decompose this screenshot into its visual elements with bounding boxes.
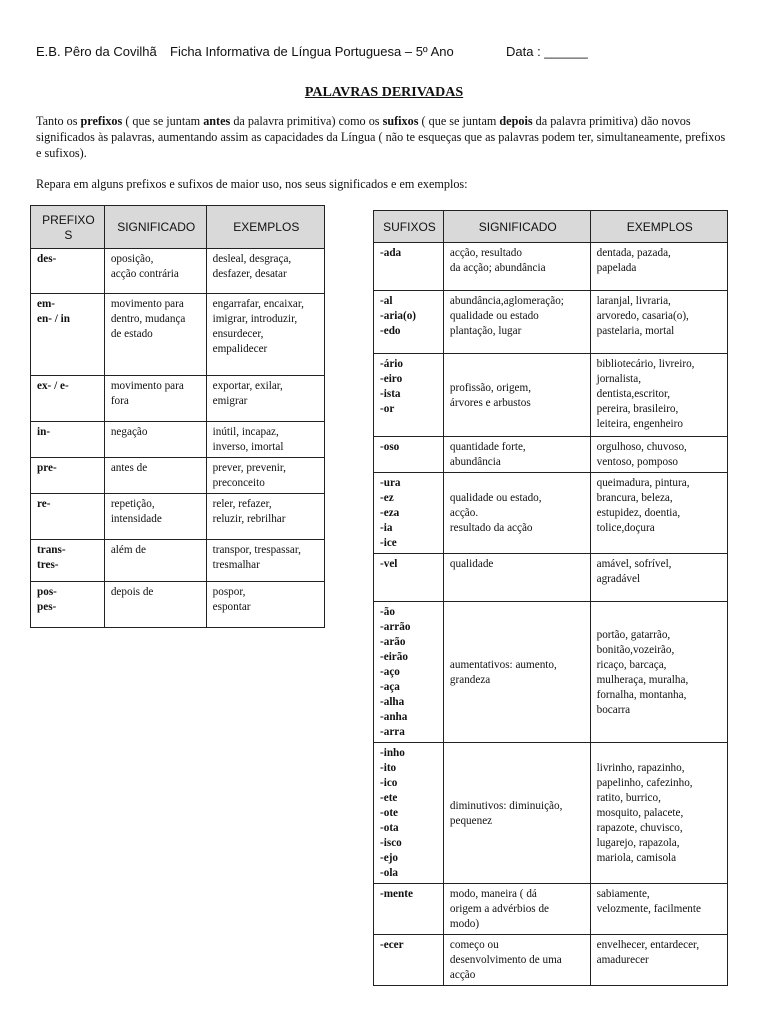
suffix-cell: -ário -eiro -ista -or: [374, 354, 444, 437]
prefix-table-header: [31, 206, 325, 249]
header-prefixos: PREFIXO S: [31, 206, 105, 249]
keyword-prefixos: prefixos: [80, 114, 123, 128]
keyword-antes: antes: [203, 114, 231, 128]
prefix-table: [30, 205, 325, 628]
prefix-cell: em- en- / in: [31, 294, 105, 376]
table-row: [374, 437, 728, 473]
meaning-cell: movimento para fora: [104, 376, 206, 422]
header-exemplos: EXEMPLOS: [590, 211, 727, 243]
examples-cell: transpor, trespassar, tresmalhar: [206, 540, 324, 582]
examples-cell: dentada, pazada, papelada: [590, 243, 727, 291]
meaning-cell: diminutivos: diminuição, pequenez: [443, 743, 590, 884]
meaning-cell: modo, maneira ( dá origem a advérbios de modo): [443, 884, 590, 935]
table-row: [31, 376, 325, 422]
meaning-cell: começo ou desenvolvimento de uma acção: [443, 935, 590, 986]
table-row: [31, 422, 325, 458]
table-row: [374, 743, 728, 884]
examples-cell: pospor, espontar: [206, 582, 324, 628]
keyword-sufixos: sufixos: [382, 114, 419, 128]
table-row: [31, 494, 325, 540]
examples-cell: prever, prevenir, preconceito: [206, 458, 324, 494]
meaning-cell: negação: [104, 422, 206, 458]
table-row: [31, 294, 325, 376]
table-row: [31, 540, 325, 582]
examples-cell: amável, sofrível, agradável: [590, 554, 727, 602]
prefix-cell: pos- pes-: [31, 582, 105, 628]
examples-cell: queimadura, pintura, brancura, beleza, estupidez, doentia, tolice,doçura: [590, 473, 727, 554]
keyword-depois: depois: [499, 114, 533, 128]
examples-cell: sabiamente, velozmente, facilmente: [590, 884, 727, 935]
examples-cell: livrinho, rapazinho, papelinho, cafezinho, ratito, burrico, mosquito, palacete, rapazote, chuvisco, lugarejo, rapazola, mariola, camisola: [590, 743, 727, 884]
meaning-cell: qualidade: [443, 554, 590, 602]
date-field: Data : ______: [506, 44, 588, 59]
examples-cell: inútil, incapaz, inverso, imortal: [206, 422, 324, 458]
table-row: [374, 291, 728, 354]
prefix-cell: trans- tres-: [31, 540, 105, 582]
suffix-cell: -ura -ez -eza -ia -ice: [374, 473, 444, 554]
page-header: [36, 44, 736, 62]
table-row: [374, 935, 728, 986]
suffix-table: [373, 210, 728, 986]
examples-cell: envelhecer, entardecer, amadurecer: [590, 935, 727, 986]
prefix-cell: ex- / e-: [31, 376, 105, 422]
table-row: [374, 602, 728, 743]
prefix-cell: pre-: [31, 458, 105, 494]
meaning-cell: quantidade forte, abundância: [443, 437, 590, 473]
meaning-cell: movimento para dentro, mudança de estado: [104, 294, 206, 376]
examples-cell: reler, refazer, reluzir, rebrilhar: [206, 494, 324, 540]
table-row: [374, 354, 728, 437]
examples-cell: engarrafar, encaixar, imigrar, introduzir, ensurdecer, empalidecer: [206, 294, 324, 376]
suffix-cell: -ada: [374, 243, 444, 291]
intro-paragraph: Tanto os prefixos ( que se juntam antes da palavra primitiva) como os sufixos ( que se juntam depois da palavra primitiva) dão novos significados às palavras, aumentando assim as capacidades da Língua ( não te esqueças que as palavras podem ter, simultaneamente, prefixos e sufixos).: [36, 114, 726, 160]
meaning-cell: aumentativos: aumento, grandeza: [443, 602, 590, 743]
suffix-cell: -ecer: [374, 935, 444, 986]
meaning-cell: depois de: [104, 582, 206, 628]
examples-cell: orgulhoso, chuvoso, ventoso, pomposo: [590, 437, 727, 473]
header-significado: SIGNIFICADO: [443, 211, 590, 243]
suffix-cell: -mente: [374, 884, 444, 935]
prefix-cell: re-: [31, 494, 105, 540]
suffix-cell: -al -aria(o) -edo: [374, 291, 444, 354]
table-row: [31, 582, 325, 628]
examples-cell: laranjal, livraria, arvoredo, casaria(o), pastelaria, mortal: [590, 291, 727, 354]
sheet-title: Ficha Informativa de Língua Portuguesa – 5º Ano: [170, 44, 454, 59]
suffix-table-header: [374, 211, 728, 243]
examples-cell: portão, gatarrão, bonitão,vozeirão, ricaço, barcaça, mulheraça, muralha, fornalha, montanha, bocarra: [590, 602, 727, 743]
header-exemplos: EXEMPLOS: [206, 206, 324, 249]
meaning-cell: profissão, origem, árvores e arbustos: [443, 354, 590, 437]
suffix-cell: -vel: [374, 554, 444, 602]
instruction-text: Repara em alguns prefixos e sufixos de maior uso, nos seus significados e em exemplos:: [36, 177, 468, 191]
page-title: PALAVRAS DERIVADAS: [304, 85, 464, 100]
meaning-cell: antes de: [104, 458, 206, 494]
table-row: [374, 473, 728, 554]
suffix-cell: -ão -arrão -arão -eirão -aço -aça -alha -anha -arra: [374, 602, 444, 743]
prefix-cell: des-: [31, 249, 105, 294]
table-row: [374, 243, 728, 291]
meaning-cell: oposição, acção contrária: [104, 249, 206, 294]
suffix-cell: -oso: [374, 437, 444, 473]
table-row: [31, 249, 325, 294]
examples-cell: desleal, desgraça, desfazer, desatar: [206, 249, 324, 294]
suffix-cell: -inho -ito -ico -ete -ote -ota -isco -ejo -ola: [374, 743, 444, 884]
meaning-cell: acção, resultado da acção; abundância: [443, 243, 590, 291]
table-row: [374, 884, 728, 935]
header-sufixos: SUFIXOS: [374, 211, 444, 243]
table-row: [31, 458, 325, 494]
meaning-cell: além de: [104, 540, 206, 582]
school-name: E.B. Pêro da Covilhã: [36, 44, 157, 59]
examples-cell: exportar, exilar, emigrar: [206, 376, 324, 422]
meaning-cell: abundância,aglomeração; qualidade ou estado plantação, lugar: [443, 291, 590, 354]
meaning-cell: qualidade ou estado, acção. resultado da acção: [443, 473, 590, 554]
meaning-cell: repetição, intensidade: [104, 494, 206, 540]
header-significado: SIGNIFICADO: [104, 206, 206, 249]
examples-cell: bibliotecário, livreiro, jornalista, dentista,escritor, pereira, brasileiro, leiteira, engenheiro: [590, 354, 727, 437]
table-row: [374, 554, 728, 602]
prefix-cell: in-: [31, 422, 105, 458]
